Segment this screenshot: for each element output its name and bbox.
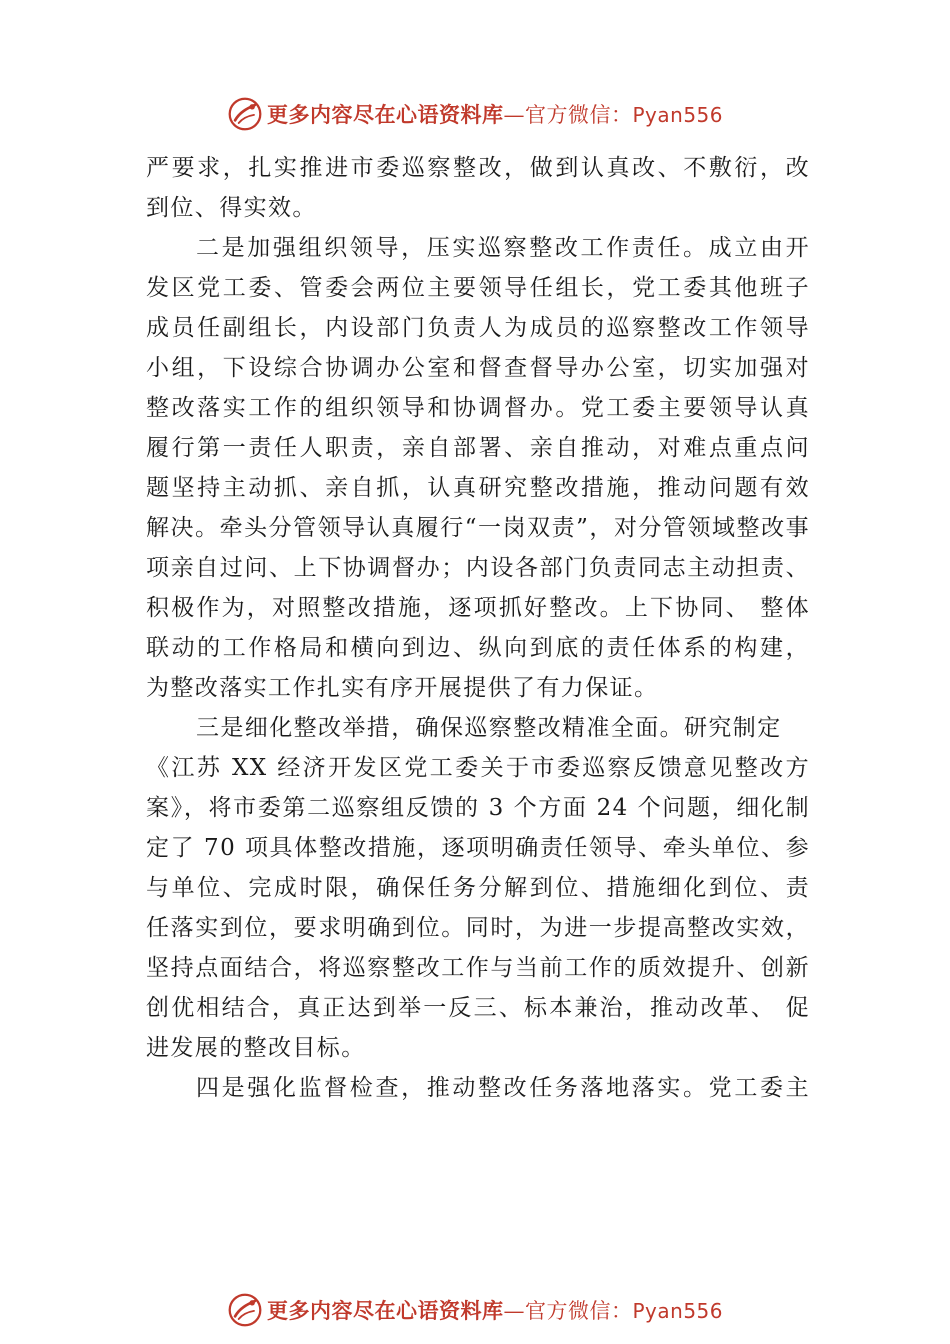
text-line: 题坚持主动抓、亲自抓，认真研究整改措施，推动问题有效	[146, 475, 810, 501]
text-line: 到位、得实效。	[146, 195, 317, 221]
text-line: 进发展的整改目标。	[146, 1035, 366, 1061]
text-line: 三是细化整改举措，确保巡察整改精准全面。研究制定	[196, 715, 782, 741]
text-line: 小组，下设综合协调办公室和督查督导办公室，切实加强对	[146, 355, 810, 381]
text-line: 整改落实工作的组织领导和协调督办。党工委主要领导认真	[146, 395, 810, 421]
text-line: 项亲自过问、上下协调督办；内设各部门负责同志主动担责、	[146, 555, 810, 581]
banner-dash: —	[503, 103, 525, 127]
banner-main: 更多内容尽在心语资料库	[266, 1298, 504, 1323]
text-line: 为整改落实工作扎实有序开展提供了有力保证。	[146, 675, 659, 701]
text-line: 严要求，扎实推进市委巡察整改，做到认真改、不敷衍，改	[146, 155, 810, 181]
text-line: 《江苏 XX 经济开发区党工委关于市委巡察反馈意见整改方	[146, 755, 810, 781]
text-line: 二是加强组织领导，压实巡察整改工作责任。成立由开	[196, 235, 810, 261]
text-line: 解决。牵头分管领导认真履行“一岗双责”，对分管领域整改事	[146, 515, 810, 541]
banner-main: 更多内容尽在心语资料库	[266, 102, 504, 127]
text-line: 定了 70 项具体整改措施，逐项明确责任领导、牵头单位、参	[146, 835, 810, 861]
footer-banner	[0, 1288, 950, 1332]
banner-sub: 官方微信：	[524, 103, 633, 127]
banner-text	[267, 1295, 723, 1325]
text-line: 创优相结合，真正达到举一反三、标本兼治，推动改革、 促	[146, 995, 810, 1021]
header-banner	[0, 92, 950, 136]
text-line: 成员任副组长，内设部门负责人为成员的巡察整改工作领导	[146, 315, 810, 341]
text-line: 积极作为，对照整改措施，逐项抓好整改。上下协同、 整体	[146, 595, 810, 621]
brand-logo-icon	[227, 96, 263, 132]
text-line: 发区党工委、管委会两位主要领导任组长，党工委其他班子	[146, 275, 810, 301]
brand-logo-icon	[227, 1292, 263, 1328]
banner-dash: —	[503, 1299, 525, 1323]
banner-text	[267, 99, 723, 129]
banner-sub: 官方微信：	[524, 1299, 633, 1323]
text-line: 坚持点面结合，将巡察整改工作与当前工作的质效提升、创新	[146, 955, 810, 981]
text-line: 与单位、完成时限，确保任务分解到位、措施细化到位、责	[146, 875, 810, 901]
document-body	[146, 148, 810, 1108]
text-line: 任落实到位，要求明确到位。同时，为进一步提高整改实效，	[146, 915, 810, 941]
text-line: 四是强化监督检查，推动整改任务落地落实。党工委主	[196, 1075, 810, 1101]
text-line: 联动的工作格局和横向到边、纵向到底的责任体系的构建，	[146, 635, 810, 661]
text-line: 案》，将市委第二巡察组反馈的 3 个方面 24 个问题，细化制	[146, 795, 810, 821]
text-line: 履行第一责任人职责，亲自部署、亲自推动，对难点重点问	[146, 435, 810, 461]
banner-id: Pyan556	[632, 1299, 723, 1323]
banner-id: Pyan556	[632, 103, 723, 127]
